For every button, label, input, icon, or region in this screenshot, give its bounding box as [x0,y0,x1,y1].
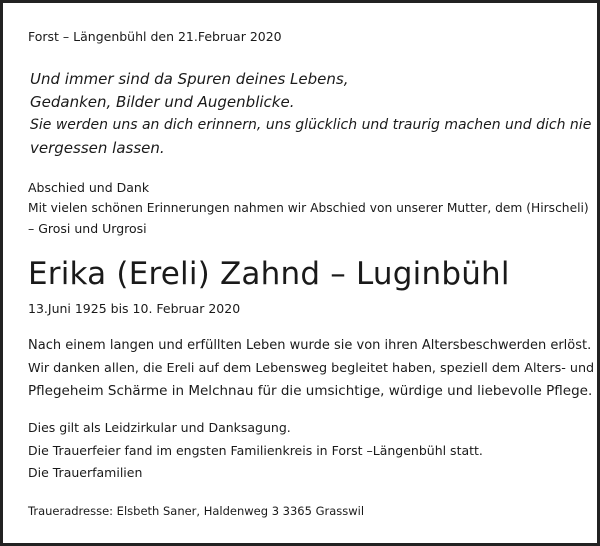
thanks-line: Wir danken allen, die Ereli auf dem Lebensweg begleitet haben, speziell dem Alters- und [28,361,595,376]
mourning-address: Traueradresse: Elsbeth Saner, Haldenweg 3 3365 Grasswil [28,504,365,518]
closing-line: Die Trauerfamilien [28,465,143,480]
intro-line: Mit vielen schönen Erinnerungen nahmen wir Abschied von unserer Mutter, dem (Hirscheli) [28,201,589,215]
deceased-name: Erika (Ereli) Zahnd – Luginbühl [28,256,510,292]
poem-line: Sie werden uns an dich erinnern, uns glücklich und traurig machen und dich nie [30,117,592,133]
intro-line: – Grosi und Urgrosi [28,221,147,236]
poem-line: Gedanken, Bilder und Augenblicke. [30,93,295,111]
closing-line: Dies gilt als Leidzirkular und Danksagung. [28,420,291,435]
thanks-line: Nach einem langen und erfüllten Leben wurde sie von ihren Altersbeschwerden erlöst. [28,338,592,353]
poem-line: vergessen lassen. [30,139,165,157]
intro-line: Abschied und Dank [28,180,150,195]
closing-line: Die Trauerfeier fand im engsten Familienkreis in Forst –Längenbühl statt. [28,443,483,458]
place-date-line: Forst – Längenbühl den 21.Februar 2020 [28,29,282,44]
life-dates: 13.Juni 1925 bis 10. Februar 2020 [28,301,241,316]
poem-line: Und immer sind da Spuren deines Lebens, [30,70,349,88]
thanks-line: Pflegeheim Schärme in Melchnau für die umsichtige, würdige und liebevolle Pflege. [28,383,593,399]
